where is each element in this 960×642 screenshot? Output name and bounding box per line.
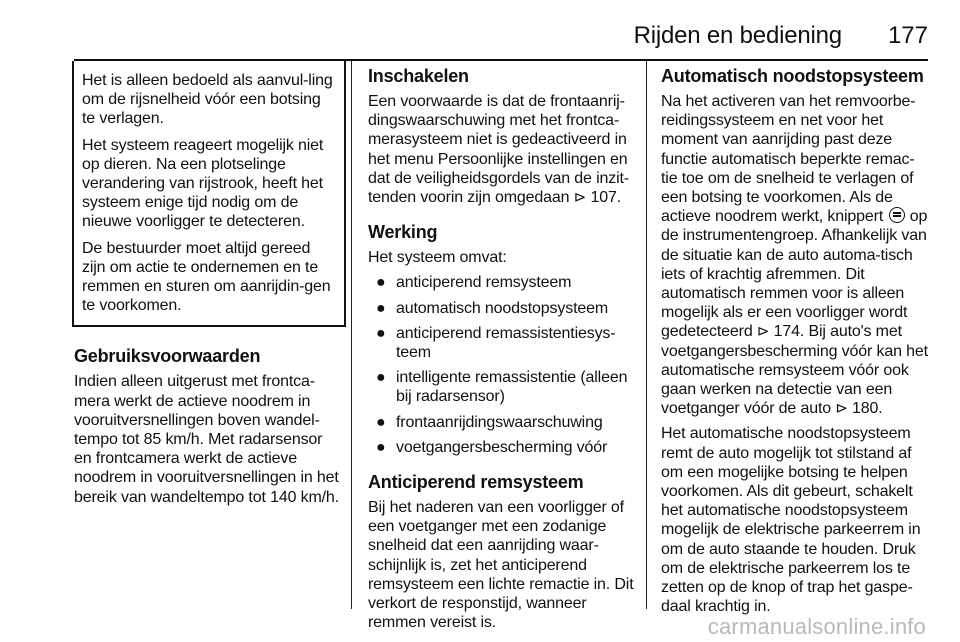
note-paragraph: Het is alleen bedoeld als aanvul-ling om de rijsnelheid vóór een botsing te verlagen. — [82, 72, 333, 128]
bullet-icon: ● — [376, 274, 386, 292]
page-reference-icon: ⊳ — [573, 189, 587, 207]
body-paragraph: Indien alleen uitgerust met frontca-mera werkt de actieve noodrem in vooruitversnellingen boven wandel-tempo tot 85 km/h. Met radarsensor en frontcamera werkt de actieve noodrem in vooruitversnellingen in het bereik van wandeltempo tot 140 km/h. — [74, 373, 339, 506]
page-reference-link[interactable]: 174. — [773, 323, 805, 341]
page-reference-icon: ⊳ — [835, 400, 848, 418]
list-item: ● intelligente remassistentie (alleen bij radarsensor) — [376, 369, 628, 406]
section-heading: Inschakelen — [368, 66, 469, 86]
bullet-icon: ● — [376, 413, 386, 431]
bullet-icon: ● — [376, 438, 386, 456]
page-title: Rijden en bediening — [633, 22, 842, 49]
column-1 — [74, 61, 340, 507]
page-reference-link[interactable]: 180. — [852, 400, 883, 418]
list-item: ● automatisch noodstopsysteem — [376, 299, 609, 317]
list-item: ● voetgangersbescherming vóór — [376, 438, 608, 456]
bullet-icon: ● — [376, 299, 386, 317]
page-reference-icon: ⊳ — [756, 323, 770, 341]
body-paragraph: Het systeem omvat: — [368, 249, 507, 267]
page-reference-link[interactable]: 107. — [590, 189, 621, 207]
page-number: 177 — [887, 22, 928, 49]
section-heading: Anticiperend remsysteem — [368, 472, 584, 493]
bullet-icon: ● — [376, 324, 386, 342]
section-heading: Werking — [368, 222, 438, 243]
column-divider — [646, 61, 647, 609]
watermark: carmanualsonline.info — [707, 614, 926, 639]
body-paragraph: Na het activeren van het remvoorbe-reidingssysteem en net voor het moment van aanrijding past deze functie automatisch beperkte remac-tie toe om de snelheid te verlagen of een botsing te voorkomen. Als de actieve noodrem werkt, knippert op de instrumentengroep. Afhankelijk van de situatie kan de auto automa-tisch iets of krachtig afremmen. Dit automatisch remmen voor is alleen mogelijk als er een voorligger wordt gedetecteerd ⊳ 174. Bij auto's met voetgangersbescherming vóór kan het automatische remsysteem vóór ook gaan werken na detectie van een voetganger vóór de auto ⊳ 180. — [661, 93, 928, 418]
list-item: ● frontaanrijdingswaarschuwing — [376, 413, 603, 431]
body-paragraph: Het automatische noodstopsysteem remt de auto mogelijk tot stilstand af om een mogelijke botsing te helpen voorkomen. Als dit gebeurt, schakelt het automatische noodstopsysteem mogelijk de elektrische parkeerrem in om de auto staande te houden. Druk om de elektrische parkeerrem los te zetten op de knop of trap het gaspe-daal krachtig in. — [661, 425, 921, 616]
note-paragraph: Het systeem reageert mogelijk niet op dieren. Na een plotselinge verandering van rijstrook, heeft het systeem enige tijd nodig om de nieuwe voorligger te detecteren. — [82, 136, 324, 231]
body-text: Een voorwaarde is dat de frontaanrij-dingswaarschuwing met het frontca-merasysteem niet is gedeactiveerd in het menu Persoonlijke instellingen en dat de veiligheidsgordels van de inzit-tenden voorin zijn omgedaan — [368, 93, 629, 207]
column-2 — [368, 61, 634, 632]
list-item: ● anticiperend remsysteem — [376, 274, 572, 292]
section-heading: Automatisch noodstopsysteem — [661, 66, 924, 86]
column-divider — [351, 61, 352, 609]
column-3 — [661, 61, 928, 616]
note-box — [72, 61, 346, 327]
list-item: ● anticiperend remassistentiesys-teem — [376, 324, 616, 362]
brake-warning-icon — [889, 207, 905, 223]
body-paragraph: Bij het naderen van een voorligger of een voetganger met een zodanige snelheid dat een aanrijding waar-schijnlijk is, zet het anticiperend remsysteem een lichte remactie in. Dit verkort de responstijd, wanneer remmen vereist is. — [368, 499, 634, 632]
bullet-icon: ● — [376, 369, 386, 387]
section-heading: Gebruiksvoorwaarden — [74, 346, 261, 367]
note-paragraph: De bestuurder moet altijd gereed zijn om actie te ondernemen en te remmen en sturen om aanrijdin-gen te voorkomen. — [82, 239, 331, 315]
bullet-list — [368, 273, 634, 457]
body-paragraph — [368, 92, 634, 207]
page-header — [634, 22, 928, 54]
